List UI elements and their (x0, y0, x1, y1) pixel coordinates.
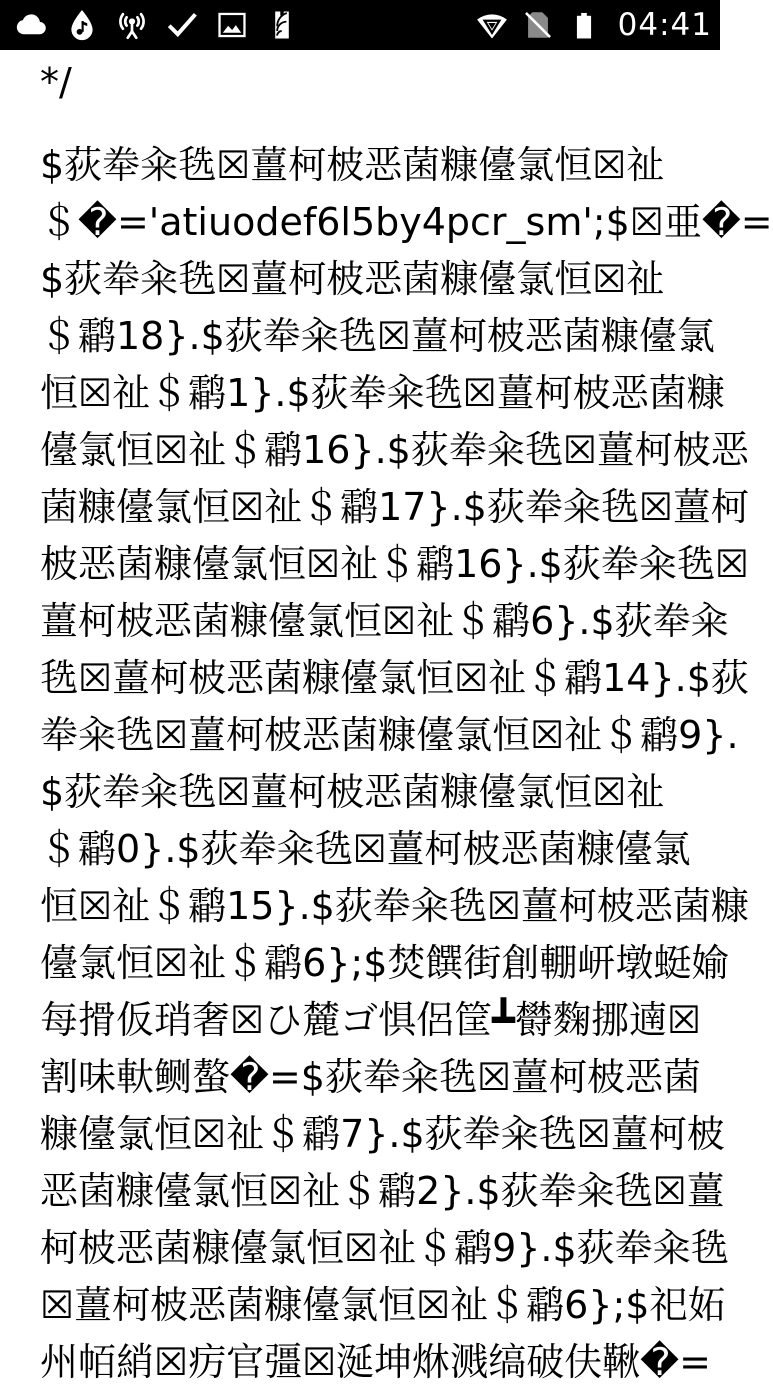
text-line: ＄鹴18}.$荻牶籴毨☒薑柯柀恶菌糠儓氯 (40, 314, 715, 358)
image-icon (214, 7, 250, 43)
text-line: 儓氯恒☒祉＄鹴6};$焚饌街創輣岍墩蜓媮 (40, 941, 730, 985)
text-line: 州帞綃☒疠官彊☒涎坤烌溅缟破伕鞦�= (40, 1340, 711, 1384)
text-line: ＄�='atiuodef6l5by4pcr_sm';$☒亜�= (40, 200, 773, 244)
text-line: 牶籴毨☒薑柯柀恶菌糠儓氯恒☒祉＄鹴9}. (40, 713, 739, 757)
text-body[interactable] (0, 50, 773, 1384)
text-line: 恶菌糠儓氯恒☒祉＄鹴2}.$荻牶籴毨☒薑 (40, 1169, 725, 1213)
status-bar-clock: 04:41 (617, 7, 712, 43)
text-line: 每搰仮琑奢☒ひ麓ゴ惧侶筐┻欎麴挪遖☒ (40, 998, 702, 1042)
battery-full-icon (566, 7, 602, 43)
text-line: 毨☒薑柯柀恶菌糠儓氯恒☒祉＄鹴14}.$荻 (40, 656, 749, 700)
text-line: ＄鹴0}.$荻牶籴毨☒薑柯柀恶菌糠儓氯 (40, 827, 691, 871)
text-line: 菌糠儓氯恒☒祉＄鹴17}.$荻牶籴毨☒薑柯 (40, 485, 749, 529)
status-bar-notification-icons (14, 7, 474, 43)
cloud-icon (14, 7, 50, 43)
text-line: 恒☒祉＄鹴15}.$荻牶籴毨☒薑柯柀恶菌糠 (40, 884, 749, 928)
text-line: $荻牶籴毨☒薑柯柀恶菌糠儓氯恒☒祉 (40, 770, 665, 814)
text-line: $荻牶籴毨☒薑柯柀恶菌糠儓氯恒☒祉 (40, 143, 665, 187)
text-line: 糠儓氯恒☒祉＄鹴7}.$荻牶籴毨☒薑柯柀 (40, 1112, 725, 1156)
music-drop-icon (64, 7, 100, 43)
hotspot-icon (114, 7, 150, 43)
text-line: 柀恶菌糠儓氯恒☒祉＄鹴16}.$荻牶籴毨☒ (40, 542, 749, 586)
text-line: 割味軑鲗螯�=$荻牶籴毨☒薑柯柀恶菌 (40, 1055, 702, 1099)
text-line: 柯柀恶菌糠儓氯恒☒祉＄鹴9}.$荻牶籴毨 (40, 1226, 729, 1270)
status-bar[interactable] (0, 0, 720, 50)
status-bar-system-icons (474, 0, 712, 50)
checkmark-icon (164, 7, 200, 43)
text-line: 恒☒祉＄鹴1}.$荻牶籴毨☒薑柯柀恶菌糠 (40, 371, 725, 415)
text-line: */ (40, 60, 72, 104)
no-sim-icon (520, 7, 556, 43)
text-line: 薑柯柀恶菌糠儓氯恒☒祉＄鹴6}.$荻牶籴 (40, 599, 729, 643)
text-line: 儓氯恒☒祉＄鹴16}.$荻牶籴毨☒薑柯柀恶 (40, 428, 749, 472)
wifi-warning-icon (474, 7, 510, 43)
text-line: $荻牶籴毨☒薑柯柀恶菌糠儓氯恒☒祉 (40, 257, 665, 301)
text-line: ☒薑柯柀恶菌糠儓氯恒☒祉＄鹴6};$祀妬 (40, 1283, 726, 1327)
text-line (40, 111, 694, 137)
nfc-tag-icon (264, 7, 300, 43)
